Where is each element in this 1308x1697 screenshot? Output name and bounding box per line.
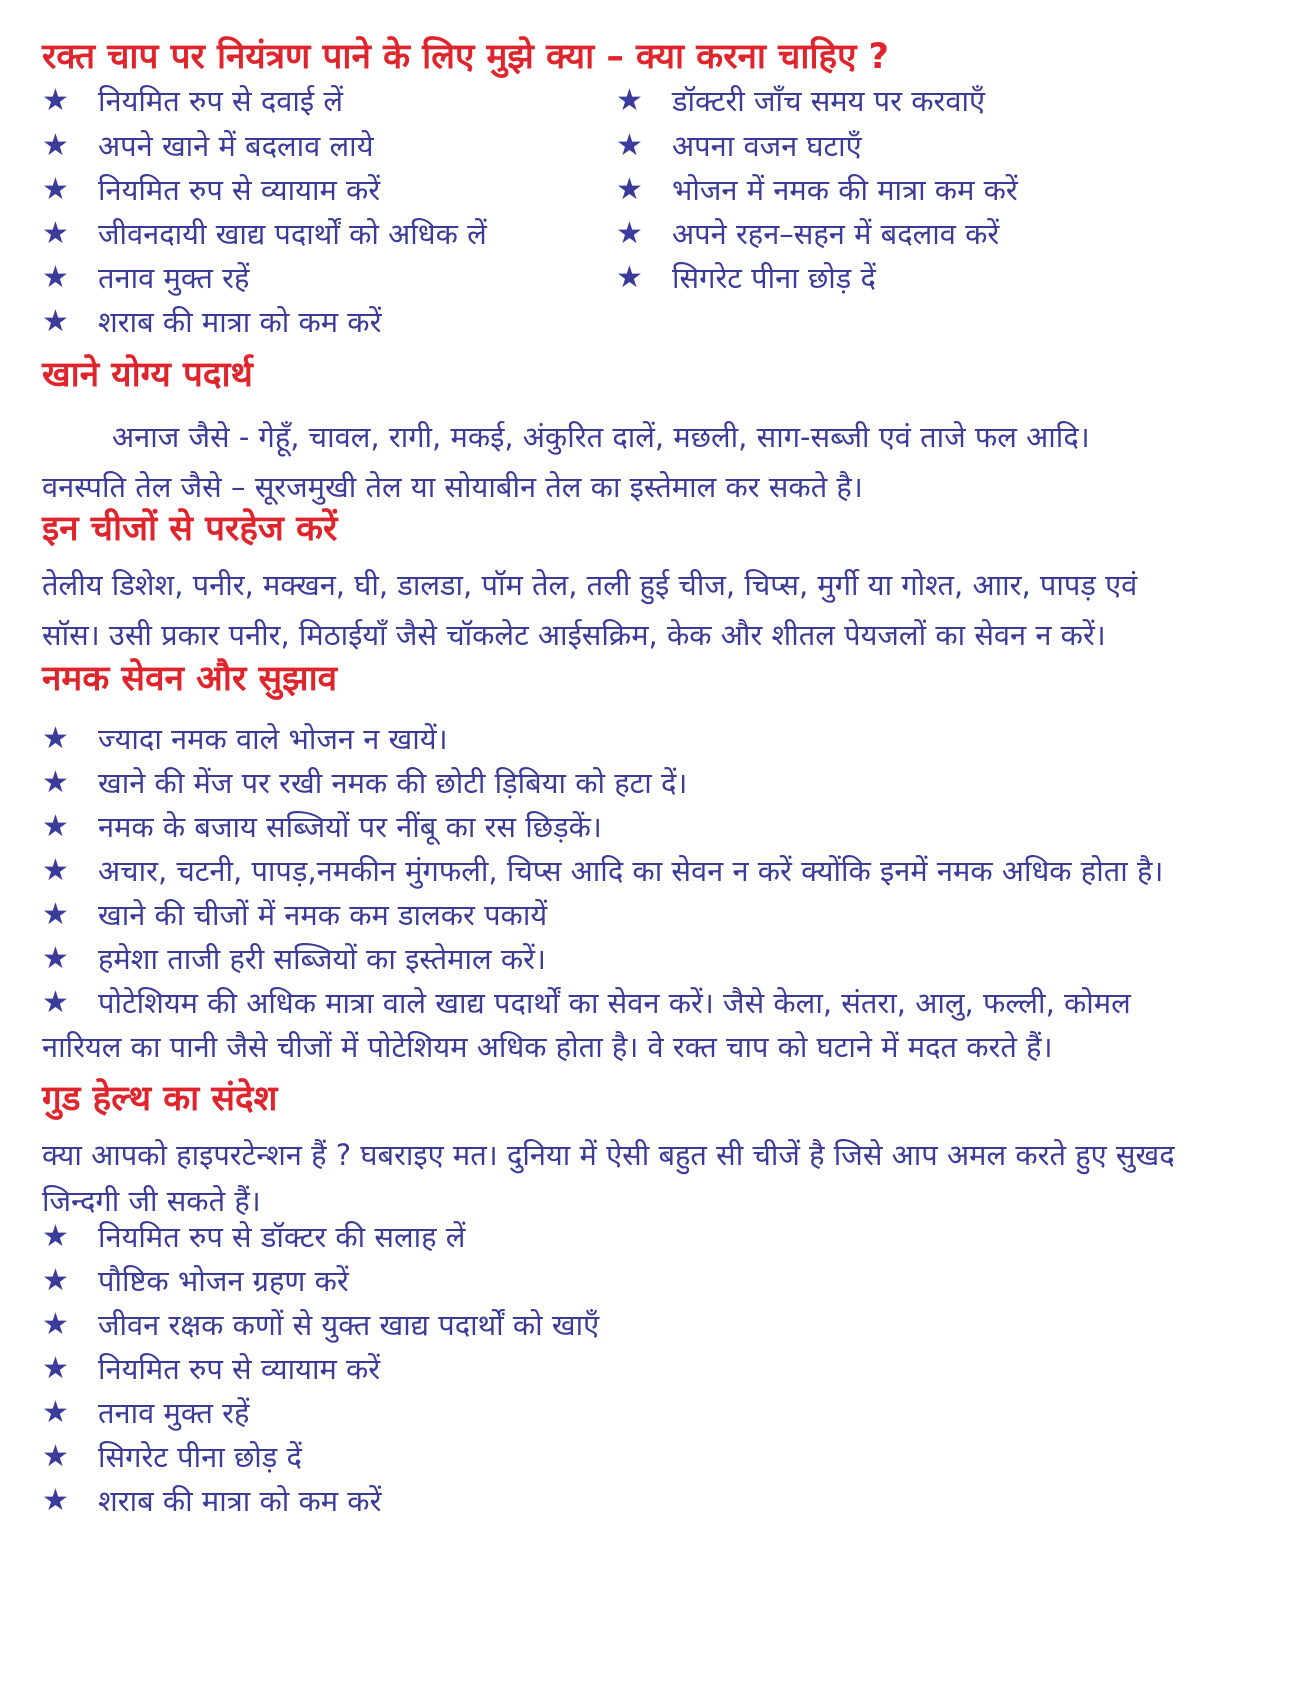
edible-foods-paragraph: अनाज जैसे - गेहूँ, चावल, रागी, मकई, अंकुरित दालें, मछली, साग-सब्जी एवं ताजे फल आदि। वनस्पति तेल जैसे – सूरजमुखी तेल या सोयाबीन तेल का इस्तेमाल कर सकते है। bbox=[42, 420, 1090, 504]
star-bullet-icon: ★ bbox=[42, 260, 69, 295]
section-title-edible-foods: खाने योग्य पदार्थ bbox=[42, 355, 253, 395]
star-bullet-icon: ★ bbox=[42, 809, 69, 844]
star-bullet-icon: ★ bbox=[42, 985, 69, 1020]
star-bullet-icon: ★ bbox=[42, 1351, 69, 1386]
section-title-avoid-foods: इन चीजों से परहेज करें bbox=[42, 509, 338, 549]
star-bullet-icon: ★ bbox=[42, 897, 69, 932]
star-bullet-icon: ★ bbox=[616, 172, 643, 207]
section-title-good-health: गुड हेल्थ का संदेश bbox=[42, 1079, 278, 1119]
star-bullet-icon: ★ bbox=[616, 216, 643, 251]
star-bullet-icon: ★ bbox=[42, 853, 69, 888]
star-bullet-icon: ★ bbox=[42, 1263, 69, 1298]
good-health-intro: क्या आपको हाइपरटेन्शन हैं ? घबराइए मत। दुनिया में ऐसी बहुत सी चीजें है जिसे आप अमल करते हुए सुखद जिन्दगी जी सकते हैं। bbox=[42, 1138, 1175, 1218]
section-title-salt-intake: नमक सेवन और सुझाव bbox=[42, 659, 338, 699]
section-title-bp-control: रक्त चाप पर नियंत्रण पाने के लिए मुझे क्या – क्या करना चाहिए ? bbox=[42, 37, 889, 77]
star-bullet-icon: ★ bbox=[616, 128, 643, 163]
star-bullet-icon: ★ bbox=[42, 1439, 69, 1474]
star-bullet-icon: ★ bbox=[42, 765, 69, 800]
star-bullet-icon: ★ bbox=[616, 83, 643, 118]
star-bullet-icon: ★ bbox=[42, 941, 69, 976]
avoid-foods-paragraph: तेलीय डिशेश, पनीर, मक्खन, घी, डालडा, पॉम तेल, तली हुई चीज, चिप्स, मुर्गी या गोश्त, आार, पापड़ एवं सॉस। उसी प्रकार पनीर, मिठाईयाँ जैसे चॉकलेट आईसक्रिम, केक और शीतल पेयजलों का सेवन न करें। bbox=[42, 568, 1138, 652]
star-bullet-icon: ★ bbox=[42, 216, 69, 251]
star-bullet-icon: ★ bbox=[42, 172, 69, 207]
star-bullet-icon: ★ bbox=[616, 260, 643, 295]
star-bullet-icon: ★ bbox=[42, 721, 69, 756]
star-bullet-icon: ★ bbox=[42, 1219, 69, 1254]
star-bullet-icon: ★ bbox=[42, 128, 69, 163]
list-item-continuation: नारियल का पानी जैसे चीजों में पोटेशियम अधिक होता है। वे रक्त चाप को घटाने में मदत करते हैं। bbox=[42, 1030, 1053, 1064]
star-bullet-icon: ★ bbox=[42, 83, 69, 118]
star-bullet-icon: ★ bbox=[42, 1307, 69, 1342]
star-bullet-icon: ★ bbox=[42, 1483, 69, 1518]
star-bullet-icon: ★ bbox=[42, 1395, 69, 1430]
star-bullet-icon: ★ bbox=[42, 304, 69, 339]
